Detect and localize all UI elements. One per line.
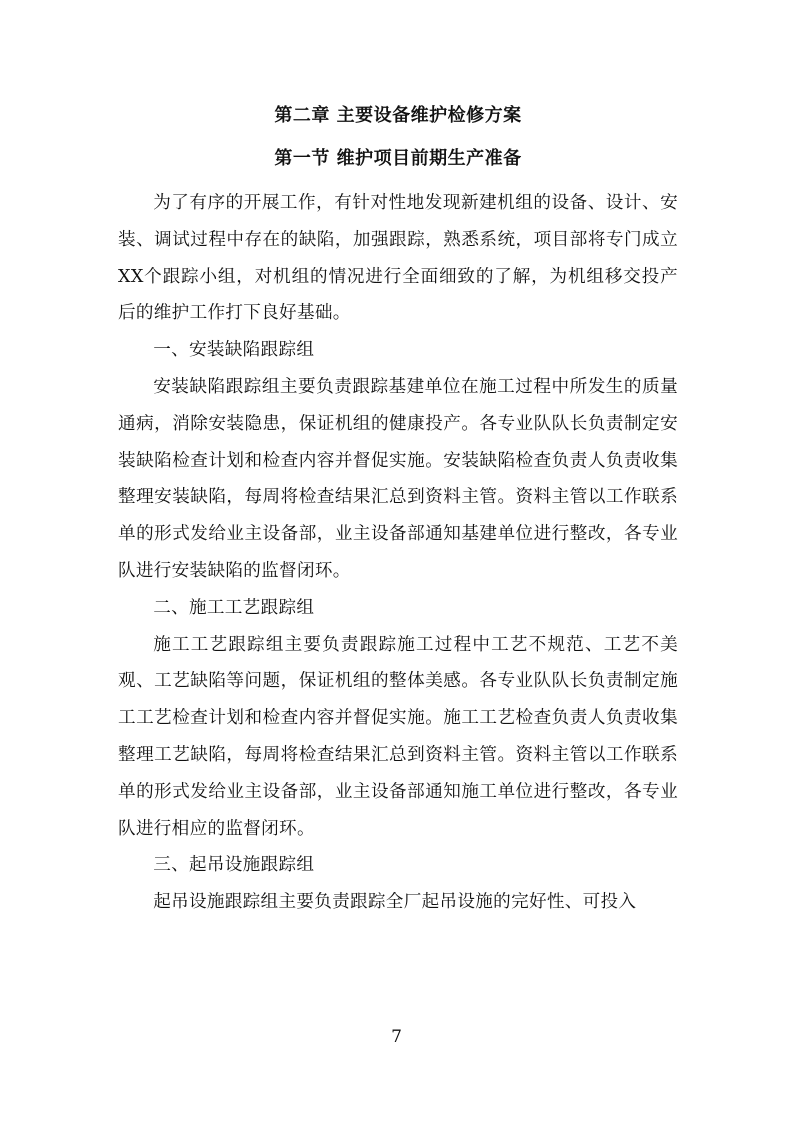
section-title: 第一节 维护项目前期生产准备 xyxy=(274,148,522,169)
group-title-construction-process: 二、施工工艺跟踪组 xyxy=(153,597,315,618)
group-title-installation-defects: 一、安装缺陷跟踪组 xyxy=(153,340,315,361)
chapter-title: 第二章 主要设备维护检修方案 xyxy=(274,105,522,126)
group-body-construction-process: 施工工艺跟踪组主要负责跟踪施工过程中工艺不规范、工艺不美观、工艺缺陷等问题，保证机组的整体美感。各专业队队长负责制定施工工艺检查计划和检查内容并督促实施。施工工艺检查负责人负责收集整理工艺缺陷，每周将检查结果汇总到资料主管。资料主管以工作联系单的形式发给业主设备部，业主设备部通知施工单位进行整改，各专业队进行相应的监督闭环。 xyxy=(118,634,678,839)
group-body-lifting-facilities: 起吊设施跟踪组主要负责跟踪全厂起吊设施的完好性、可投入 xyxy=(153,892,637,913)
page-content xyxy=(118,100,678,921)
group-title-lifting-facilities: 三、起吊设施跟踪组 xyxy=(153,855,315,876)
intro-paragraph: 为了有序的开展工作，有针对性地发现新建机组的设备、设计、安装、调试过程中存在的缺陷，加强跟踪，熟悉系统，项目部将专门成立XX个跟踪小组，对机组的情况进行全面细致的了解，为机组移交投产后的维护工作打下良好基础。 xyxy=(118,193,678,324)
page-number: 7 xyxy=(391,1027,402,1047)
group-body-installation-defects: 安装缺陷跟踪组主要负责跟踪基建单位在施工过程中所发生的质量通病，消除安装隐患，保证机组的健康投产。各专业队队长负责制定安装缺陷检查计划和检查内容并督促实施。安装缺陷检查负责人负责收集整理安装缺陷，每周将检查结果汇总到资料主管。资料主管以工作联系单的形式发给业主设备部，业主设备部通知基建单位进行整改，各专业队进行安装缺陷的监督闭环。 xyxy=(118,376,678,581)
